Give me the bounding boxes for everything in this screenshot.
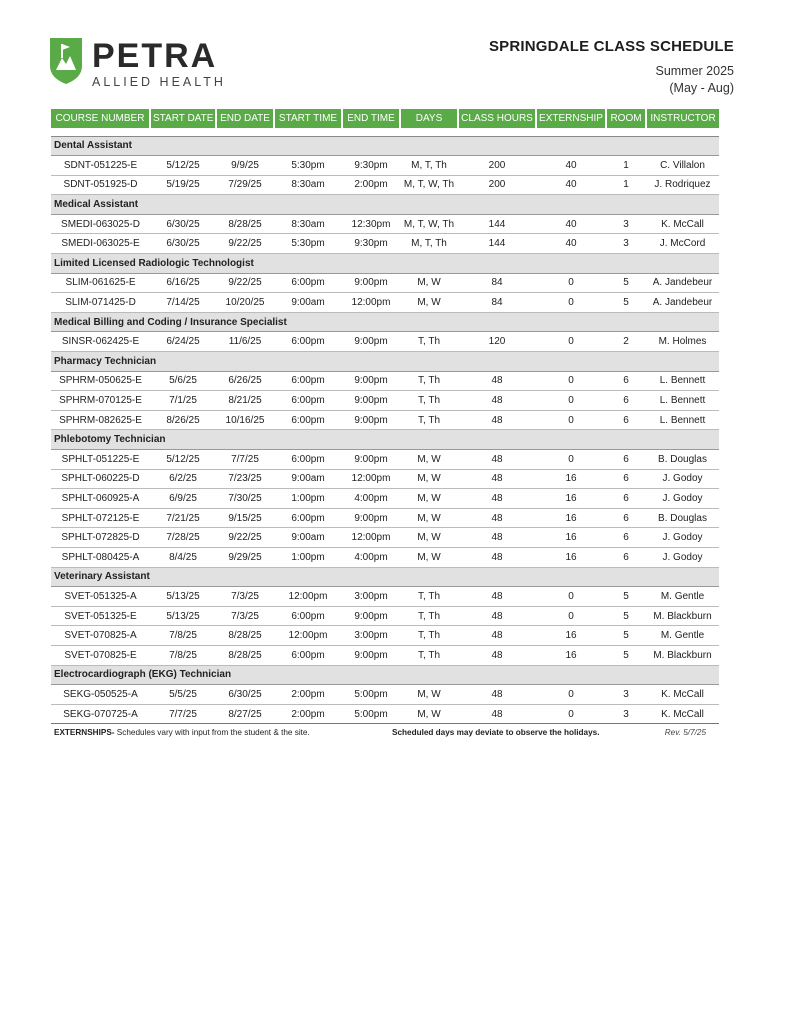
table-cell: 9:00pm xyxy=(342,450,400,470)
term-label: Summer 2025 xyxy=(655,64,734,78)
table-cell: 6:00pm xyxy=(274,450,342,470)
table-cell: 6/30/25 xyxy=(216,685,274,705)
table-cell: 120 xyxy=(458,332,536,352)
table-cell: SMEDI-063025-D xyxy=(51,214,150,234)
table-cell: 9:30pm xyxy=(342,234,400,254)
table-cell: 48 xyxy=(458,606,536,626)
table-cell: 0 xyxy=(536,704,606,724)
revision-date: Rev. 5/7/25 xyxy=(664,728,706,737)
table-cell: 9:00pm xyxy=(342,391,400,411)
table-cell: 3 xyxy=(606,234,646,254)
table-cell: A. Jandebeur xyxy=(646,293,719,313)
table-cell: 200 xyxy=(458,175,536,195)
table-cell: 6/16/25 xyxy=(150,273,216,293)
table-cell: T, Th xyxy=(400,410,458,430)
table-cell: 9:00am xyxy=(274,293,342,313)
table-cell: T, Th xyxy=(400,391,458,411)
table-cell: 48 xyxy=(458,645,536,665)
table-cell: SVET-051325-E xyxy=(51,606,150,626)
group-title: Medical Assistant xyxy=(51,195,719,215)
table-cell: 6 xyxy=(606,410,646,430)
table-cell: 0 xyxy=(536,332,606,352)
table-cell: 144 xyxy=(458,214,536,234)
table-cell: 12:00pm xyxy=(342,293,400,313)
table-cell: J. McCord xyxy=(646,234,719,254)
column-header: START DATE xyxy=(150,109,216,128)
table-cell: 0 xyxy=(536,587,606,607)
group-row xyxy=(51,254,719,274)
table-cell: 0 xyxy=(536,293,606,313)
column-header: COURSE NUMBER xyxy=(51,109,150,128)
table-cell: 8/4/25 xyxy=(150,547,216,567)
table-cell: SPHLT-080425-A xyxy=(51,547,150,567)
table-cell: K. McCall xyxy=(646,685,719,705)
table-cell: L. Bennett xyxy=(646,391,719,411)
table-cell: J. Rodriquez xyxy=(646,175,719,195)
table-row xyxy=(51,234,719,254)
table-cell: 9/15/25 xyxy=(216,508,274,528)
group-row xyxy=(51,312,719,332)
table-cell: 0 xyxy=(536,371,606,391)
table-cell: 2 xyxy=(606,332,646,352)
table-cell: L. Bennett xyxy=(646,371,719,391)
table-cell: 6:00pm xyxy=(274,410,342,430)
table-cell: C. Villalon xyxy=(646,156,719,176)
logo-subtitle: ALLIED HEALTH xyxy=(92,75,226,89)
table-row xyxy=(51,410,719,430)
holiday-note: Scheduled days may deviate to observe the holidays. xyxy=(392,728,600,737)
table-cell: 40 xyxy=(536,175,606,195)
table-cell: 12:00pm xyxy=(342,469,400,489)
table-cell: 3:00pm xyxy=(342,626,400,646)
table-cell: 84 xyxy=(458,273,536,293)
table-row xyxy=(51,489,719,509)
table-cell: 5 xyxy=(606,293,646,313)
table-cell: SPHLT-051225-E xyxy=(51,450,150,470)
table-cell: M, W xyxy=(400,547,458,567)
table-cell: 11/6/25 xyxy=(216,332,274,352)
group-row xyxy=(51,136,719,156)
table-cell: 48 xyxy=(458,371,536,391)
table-cell: 9/29/25 xyxy=(216,547,274,567)
table-cell: 9:00am xyxy=(274,528,342,548)
table-cell: SVET-070825-E xyxy=(51,645,150,665)
table-cell: 12:30pm xyxy=(342,214,400,234)
externship-note xyxy=(54,728,310,737)
table-cell: SLIM-061625-E xyxy=(51,273,150,293)
table-row xyxy=(51,214,719,234)
table-row xyxy=(51,450,719,470)
table-row xyxy=(51,371,719,391)
table-cell: 200 xyxy=(458,156,536,176)
schedule-table xyxy=(51,109,719,724)
table-cell: 16 xyxy=(536,626,606,646)
table-cell: 6:00pm xyxy=(274,645,342,665)
column-header: END DATE xyxy=(216,109,274,128)
table-cell: 48 xyxy=(458,391,536,411)
group-title: Medical Billing and Coding / Insurance Specialist xyxy=(51,312,719,332)
table-cell: 48 xyxy=(458,410,536,430)
column-header: INSTRUCTOR xyxy=(646,109,719,128)
table-cell: SPHLT-072125-E xyxy=(51,508,150,528)
table-cell: 5/13/25 xyxy=(150,606,216,626)
table-cell: 6 xyxy=(606,528,646,548)
table-cell: 16 xyxy=(536,645,606,665)
table-cell: SPHRM-070125-E xyxy=(51,391,150,411)
table-cell: 48 xyxy=(458,547,536,567)
table-cell: 48 xyxy=(458,685,536,705)
table-cell: 6/30/25 xyxy=(150,234,216,254)
column-header: CLASS HOURS xyxy=(458,109,536,128)
table-cell: 5 xyxy=(606,606,646,626)
table-cell: K. McCall xyxy=(646,214,719,234)
table-cell: 0 xyxy=(536,410,606,430)
table-cell: 9:00pm xyxy=(342,606,400,626)
table-cell: T, Th xyxy=(400,606,458,626)
table-cell: M, T, Th xyxy=(400,156,458,176)
table-cell: 7/21/25 xyxy=(150,508,216,528)
table-row xyxy=(51,293,719,313)
table-cell: 5:30pm xyxy=(274,156,342,176)
table-cell: 2:00pm xyxy=(274,704,342,724)
column-header: END TIME xyxy=(342,109,400,128)
table-cell: 40 xyxy=(536,214,606,234)
table-cell: B. Douglas xyxy=(646,450,719,470)
months-label: (May - Aug) xyxy=(669,81,734,95)
table-cell: 8:30am xyxy=(274,214,342,234)
table-cell: M, T, W, Th xyxy=(400,175,458,195)
table-cell: B. Douglas xyxy=(646,508,719,528)
table-cell: 48 xyxy=(458,469,536,489)
table-cell: 7/1/25 xyxy=(150,391,216,411)
table-cell: 6/24/25 xyxy=(150,332,216,352)
table-cell: 6 xyxy=(606,547,646,567)
group-row xyxy=(51,352,719,372)
table-cell: SPHLT-072825-D xyxy=(51,528,150,548)
table-cell: 6:00pm xyxy=(274,371,342,391)
table-row xyxy=(51,587,719,607)
table-cell: 5/6/25 xyxy=(150,371,216,391)
table-cell: M. Gentle xyxy=(646,626,719,646)
table-cell: 7/28/25 xyxy=(150,528,216,548)
table-cell: SVET-051325-A xyxy=(51,587,150,607)
table-cell: SLIM-071425-D xyxy=(51,293,150,313)
group-title: Electrocardiograph (EKG) Technician xyxy=(51,665,719,685)
group-title: Phlebotomy Technician xyxy=(51,430,719,450)
table-cell: A. Jandebeur xyxy=(646,273,719,293)
table-cell: 5 xyxy=(606,587,646,607)
table-cell: 3 xyxy=(606,214,646,234)
table-cell: SDNT-051225-E xyxy=(51,156,150,176)
table-cell: 7/8/25 xyxy=(150,645,216,665)
table-cell: 9:00pm xyxy=(342,332,400,352)
table-cell: 7/7/25 xyxy=(150,704,216,724)
table-cell: M, W xyxy=(400,528,458,548)
table-cell: 10/20/25 xyxy=(216,293,274,313)
table-cell: 6:00pm xyxy=(274,273,342,293)
table-cell: 9:00am xyxy=(274,469,342,489)
table-cell: SEKG-050525-A xyxy=(51,685,150,705)
table-cell: M, W xyxy=(400,685,458,705)
table-cell: 0 xyxy=(536,273,606,293)
table-row xyxy=(51,175,719,195)
table-cell: T, Th xyxy=(400,371,458,391)
table-cell: M. Holmes xyxy=(646,332,719,352)
table-cell: 2:00pm xyxy=(342,175,400,195)
group-title: Pharmacy Technician xyxy=(51,352,719,372)
table-cell: 8:30am xyxy=(274,175,342,195)
table-row xyxy=(51,332,719,352)
table-cell: 7/29/25 xyxy=(216,175,274,195)
table-cell: SDNT-051925-D xyxy=(51,175,150,195)
table-row xyxy=(51,156,719,176)
table-cell: 7/30/25 xyxy=(216,489,274,509)
table-cell: M. Blackburn xyxy=(646,645,719,665)
table-cell: SPHLT-060925-A xyxy=(51,489,150,509)
table-cell: 4:00pm xyxy=(342,489,400,509)
table-cell: 5 xyxy=(606,273,646,293)
table-cell: 84 xyxy=(458,293,536,313)
table-cell: 9/22/25 xyxy=(216,528,274,548)
table-cell: 48 xyxy=(458,626,536,646)
externship-label: EXTERNSHIPS- xyxy=(54,728,115,737)
table-row xyxy=(51,547,719,567)
table-cell: 7/3/25 xyxy=(216,587,274,607)
table-cell: 6 xyxy=(606,371,646,391)
group-title: Limited Licensed Radiologic Technologist xyxy=(51,254,719,274)
table-cell: 5/19/25 xyxy=(150,175,216,195)
table-cell: 8/28/25 xyxy=(216,645,274,665)
table-cell: 5/5/25 xyxy=(150,685,216,705)
table-cell: 48 xyxy=(458,587,536,607)
table-cell: 6:00pm xyxy=(274,606,342,626)
table-cell: 9/9/25 xyxy=(216,156,274,176)
table-cell: L. Bennett xyxy=(646,410,719,430)
table-cell: 6:00pm xyxy=(274,332,342,352)
table-cell: 8/27/25 xyxy=(216,704,274,724)
table-row xyxy=(51,273,719,293)
table-cell: 5:00pm xyxy=(342,685,400,705)
table-cell: 8/28/25 xyxy=(216,214,274,234)
table-cell: M, W xyxy=(400,273,458,293)
table-cell: 5:00pm xyxy=(342,704,400,724)
group-row xyxy=(51,665,719,685)
table-cell: 5/13/25 xyxy=(150,587,216,607)
table-cell: 5:30pm xyxy=(274,234,342,254)
table-cell: 5/12/25 xyxy=(150,156,216,176)
table-cell: 144 xyxy=(458,234,536,254)
group-row xyxy=(51,195,719,215)
table-cell: 8/21/25 xyxy=(216,391,274,411)
table-cell: T, Th xyxy=(400,587,458,607)
table-cell: M. Blackburn xyxy=(646,606,719,626)
page-header xyxy=(48,36,738,102)
table-cell: 3:00pm xyxy=(342,587,400,607)
table-row xyxy=(51,626,719,646)
table-cell: 1 xyxy=(606,156,646,176)
logo-name: PETRA xyxy=(92,37,218,75)
table-cell: J. Godoy xyxy=(646,547,719,567)
table-cell: 6:00pm xyxy=(274,508,342,528)
title-block xyxy=(489,38,734,95)
table-cell: 7/14/25 xyxy=(150,293,216,313)
table-cell: 1:00pm xyxy=(274,489,342,509)
table-row xyxy=(51,508,719,528)
table-cell: 6/9/25 xyxy=(150,489,216,509)
table-cell: 3 xyxy=(606,704,646,724)
table-cell: M, W xyxy=(400,469,458,489)
table-cell: M, W xyxy=(400,704,458,724)
table-cell: M, W xyxy=(400,508,458,528)
table-cell: M, T, Th xyxy=(400,234,458,254)
table-cell: SPHRM-082625-E xyxy=(51,410,150,430)
group-title: Dental Assistant xyxy=(51,136,719,156)
table-cell: 9:00pm xyxy=(342,273,400,293)
table-cell: M. Gentle xyxy=(646,587,719,607)
table-cell: 7/7/25 xyxy=(216,450,274,470)
table-row xyxy=(51,704,719,724)
table-cell: 12:00pm xyxy=(342,528,400,548)
table-cell: M, T, W, Th xyxy=(400,214,458,234)
table-row xyxy=(51,685,719,705)
table-cell: 48 xyxy=(458,704,536,724)
table-cell: 12:00pm xyxy=(274,587,342,607)
table-row xyxy=(51,391,719,411)
table-cell: 9:00pm xyxy=(342,645,400,665)
group-row xyxy=(51,430,719,450)
table-cell: SVET-070825-A xyxy=(51,626,150,646)
table-cell: 10/16/25 xyxy=(216,410,274,430)
column-header: DAYS xyxy=(400,109,458,128)
table-cell: SPHLT-060225-D xyxy=(51,469,150,489)
table-cell: 6 xyxy=(606,450,646,470)
table-cell: 9:00pm xyxy=(342,508,400,528)
table-cell: 9:30pm xyxy=(342,156,400,176)
table-cell: 9/22/25 xyxy=(216,273,274,293)
table-cell: 40 xyxy=(536,156,606,176)
table-cell: 16 xyxy=(536,489,606,509)
table-cell: 7/8/25 xyxy=(150,626,216,646)
table-cell: 16 xyxy=(536,528,606,548)
petra-logo xyxy=(48,36,226,89)
group-title: Veterinary Assistant xyxy=(51,567,719,587)
table-cell: 0 xyxy=(536,606,606,626)
table-cell: T, Th xyxy=(400,626,458,646)
table-row xyxy=(51,645,719,665)
table-cell: M, W xyxy=(400,293,458,313)
table-cell: 5 xyxy=(606,626,646,646)
table-cell: 6/2/25 xyxy=(150,469,216,489)
table-cell: 6 xyxy=(606,508,646,528)
shield-logo-icon xyxy=(48,36,84,86)
group-row xyxy=(51,567,719,587)
table-cell: 4:00pm xyxy=(342,547,400,567)
table-cell: 0 xyxy=(536,391,606,411)
table-cell: J. Godoy xyxy=(646,528,719,548)
table-cell: 8/28/25 xyxy=(216,626,274,646)
table-cell: SPHRM-050625-E xyxy=(51,371,150,391)
table-row xyxy=(51,606,719,626)
table-cell: 1 xyxy=(606,175,646,195)
table-cell: 48 xyxy=(458,450,536,470)
table-cell: 1:00pm xyxy=(274,547,342,567)
table-cell: 9/22/25 xyxy=(216,234,274,254)
table-cell: 7/3/25 xyxy=(216,606,274,626)
table-cell: 6:00pm xyxy=(274,391,342,411)
table-cell: 0 xyxy=(536,450,606,470)
table-cell: 8/26/25 xyxy=(150,410,216,430)
table-cell: J. Godoy xyxy=(646,469,719,489)
table-cell: 12:00pm xyxy=(274,626,342,646)
table-cell: 6 xyxy=(606,391,646,411)
table-row xyxy=(51,469,719,489)
table-cell: SINSR-062425-E xyxy=(51,332,150,352)
page-title: SPRINGDALE CLASS SCHEDULE xyxy=(488,38,734,55)
column-header: EXTERNSHIP xyxy=(536,109,606,128)
table-cell: 48 xyxy=(458,489,536,509)
table-cell: J. Godoy xyxy=(646,489,719,509)
table-cell: 16 xyxy=(536,469,606,489)
table-cell: 5/12/25 xyxy=(150,450,216,470)
table-cell: 6 xyxy=(606,469,646,489)
table-cell: SEKG-070725-A xyxy=(51,704,150,724)
column-header: ROOM xyxy=(606,109,646,128)
table-cell: 40 xyxy=(536,234,606,254)
table-cell: 16 xyxy=(536,508,606,528)
table-cell: 2:00pm xyxy=(274,685,342,705)
header-spacer xyxy=(51,128,719,136)
header-row xyxy=(51,109,719,128)
table-cell: 16 xyxy=(536,547,606,567)
table-cell: T, Th xyxy=(400,645,458,665)
table-cell: 48 xyxy=(458,508,536,528)
table-cell: 6/26/25 xyxy=(216,371,274,391)
table-cell: 6 xyxy=(606,489,646,509)
table-cell: T, Th xyxy=(400,332,458,352)
table-cell: M, W xyxy=(400,489,458,509)
table-cell: 0 xyxy=(536,685,606,705)
table-cell: 6/30/25 xyxy=(150,214,216,234)
table-cell: 48 xyxy=(458,528,536,548)
table-cell: 9:00pm xyxy=(342,410,400,430)
table-row xyxy=(51,528,719,548)
table-cell: 7/23/25 xyxy=(216,469,274,489)
table-cell: 3 xyxy=(606,685,646,705)
externship-text: Schedules vary with input from the student & the site. xyxy=(116,728,310,737)
table-cell: 5 xyxy=(606,645,646,665)
table-cell: 9:00pm xyxy=(342,371,400,391)
column-header: START TIME xyxy=(274,109,342,128)
table-cell: K. McCall xyxy=(646,704,719,724)
table-cell: M, W xyxy=(400,450,458,470)
table-cell: SMEDI-063025-E xyxy=(51,234,150,254)
